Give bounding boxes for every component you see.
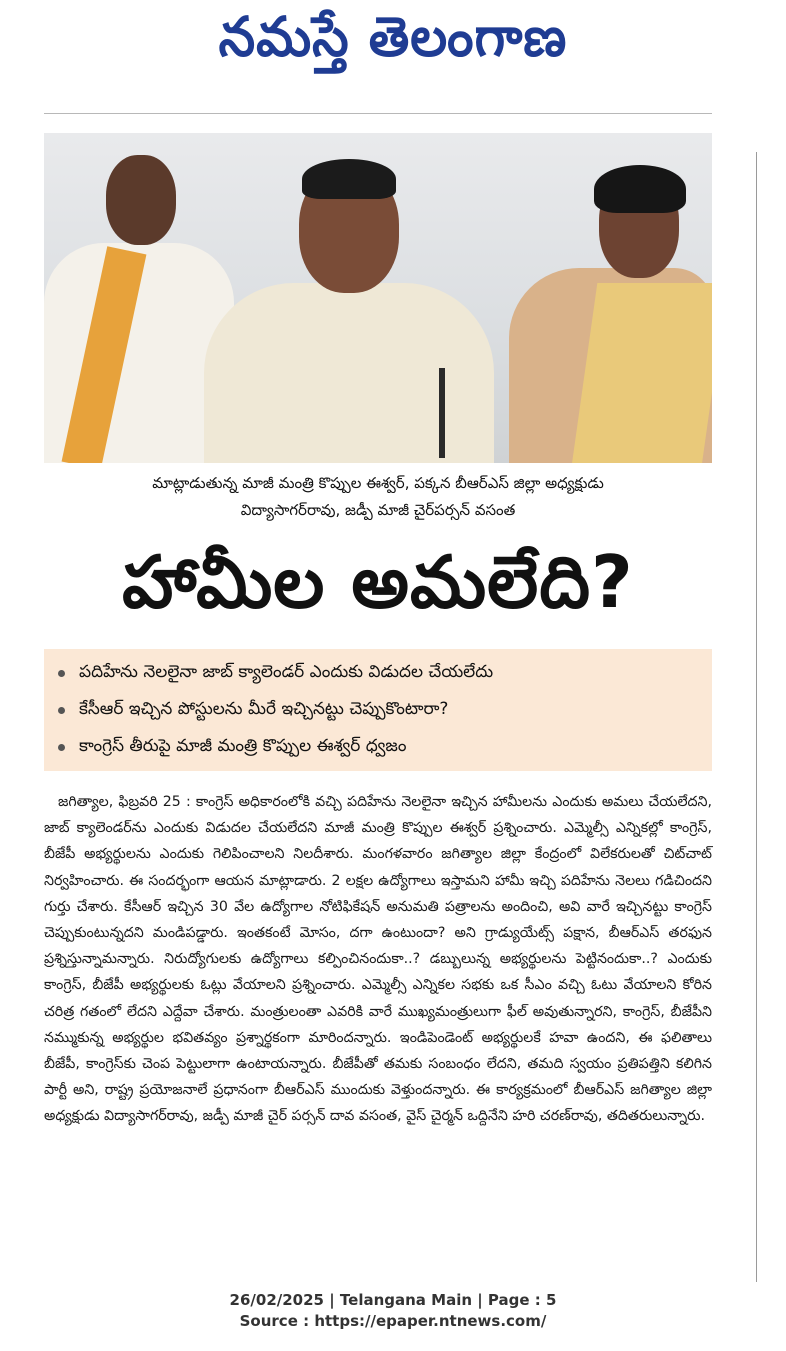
highlight-box — [44, 649, 712, 771]
highlight-text: పదిహేను నెలలైనా జాబ్ క్యాలెండర్ ఎందుకు విడుదల చేయలేదు — [79, 661, 494, 682]
highlight-text: కాంగ్రెస్ తీరుపై మాజీ మంత్రి కొప్పుల ఈశ్వర్ ధ్వజం — [79, 735, 407, 756]
highlight-item — [58, 729, 712, 766]
bullet-icon — [58, 707, 65, 714]
footer-source: Source : https://epaper.ntnews.com/ — [239, 1312, 547, 1330]
page-footer — [0, 1290, 786, 1332]
microphone — [439, 368, 445, 458]
news-photo — [44, 133, 712, 463]
highlight-item — [58, 692, 712, 729]
masthead-title: నమస్తే తెలంగాణ — [218, 6, 568, 70]
newspaper-masthead — [0, 0, 786, 80]
article-paragraph: జగిత్యాల, ఫిబ్రవరి 25 : కాంగ్రెస్ అధికారంలోకి వచ్చి పదిహేను నెలలైనా ఇచ్చిన హామీలను ఎందుకు అమలు చేయలేదని, జాబ్ క్యాలెండర్‌ను ఎందుకు విడుదల చేయలేదని మాజీ మంత్రి కొప్పుల ఈశ్వర్ ప్రశ్నించారు. ఎమ్మెల్సీ ఎన్నికల్లో కాంగ్రెస్, బీజేపీ అభ్యర్థులను ఎందుకు గెలిపించాలని నిలదీశారు. మంగళవారం జగిత్యాల జిల్లా కేంద్రంలో విలేకరులతో చిట్‌చాట్ నిర్వహించారు. ఈ సందర్భంగా ఆయన మాట్లాడారు. 2 లక్షల ఉద్యోగాలు ఇస్తామని హామీ ఇచ్చి పదిహేను నెలలు గడిచిందని గుర్తు చేశారు. కేసీఆర్ ఇచ్చిన 30 వేల ఉద్యోగాల నోటిఫికేషన్ అనుమతి పత్రాలను అందించి, అవి వారే ఇచ్చినట్టు కాంగ్రెస్ చెప్పుకుంటున్నదని మండిపడ్డారు. ఇంతకంటే మోసం, దగా ఉంటుందా? అని గ్రాడ్యుయేట్స్ పక్షాన, బీఆర్ఎస్ తరఫున ప్రశ్నిస్తున్నామన్నారు. నిరుద్యోగులకు ఉద్యోగాలు కల్పించినందుకా..? డబ్బులున్న అభ్యర్థులను పెట్టినందుకా..? ఎందుకు కాంగ్రెస్, బీజేపీ అభ్యర్థులకు ఓట్లు వేయాలని ప్రశ్నించారు. ఎమ్మెల్సీ ఎన్నికల సభకు ఒక సీఎం వచ్చి ఓటు వేయాలని కోరిన చరిత్ర గతంలో లేదని ఎద్దేవా చేశారు. మంత్రులంతా ఎవరికి వారే ముఖ్యమంత్రులుగా ఫీల్ అవుతున్నారని, కాంగ్రెస్, బీజేపీని నమ్ముకున్న అభ్యర్థుల భవితవ్యం ప్రశ్నార్థకంగా మారిందన్నారు. ఇండిపెండెంట్ అభ్యర్థులకే హవా ఉందని, ఈ ఫలితాలు బీజేపీ, కాంగ్రెస్‌కు చెంప పెట్టులాగా ఉంటాయన్నారు. బీజేపీతో తమకు సంబంధం లేదని, తమది స్వయం ప్రతిపత్తిని కలిగిన పార్టీ అని, రాష్ట్ర ప్రయోజనాలే ప్రధానంగా బీఆర్ఎస్ ముందుకు వెళ్తుందన్నారు. ఈ కార్యక్రమంలో బీఆర్ఎస్ జగిత్యాల జిల్లా అధ్యక్షుడు విద్యాసాగర్‌రావు, జడ్పీ మాజీ చైర్ పర్సన్ దావ వసంత, వైస్ చైర్మన్ ఒద్దినేని హరి చరణ్‌రావు, తదితరులున్నారు. — [44, 794, 712, 1125]
headline: హామీల అమలేది? — [122, 540, 634, 624]
bullet-icon — [58, 744, 65, 751]
highlight-text: కేసీఆర్ ఇచ్చిన పోస్టులను మీరే ఇచ్చినట్టు చెప్పుకొంటారా? — [79, 698, 449, 719]
article-body — [44, 789, 712, 1130]
photo-caption — [44, 470, 712, 524]
bullet-icon — [58, 670, 65, 677]
column-divider — [756, 152, 757, 1282]
header-divider — [44, 113, 712, 114]
caption-line-2: విద్యాసాగర్‌రావు, జడ్పీ మాజీ చైర్‌పర్సన్ వసంత — [240, 501, 516, 519]
highlight-item — [58, 655, 712, 692]
footer-edition-info: 26/02/2025 | Telangana Main | Page : 5 — [229, 1291, 557, 1309]
caption-line-1: మాట్లాడుతున్న మాజీ మంత్రి కొప్పుల ఈశ్వర్, పక్కన బీఆర్ఎస్ జిల్లా అధ్యక్షుడు — [152, 474, 604, 492]
